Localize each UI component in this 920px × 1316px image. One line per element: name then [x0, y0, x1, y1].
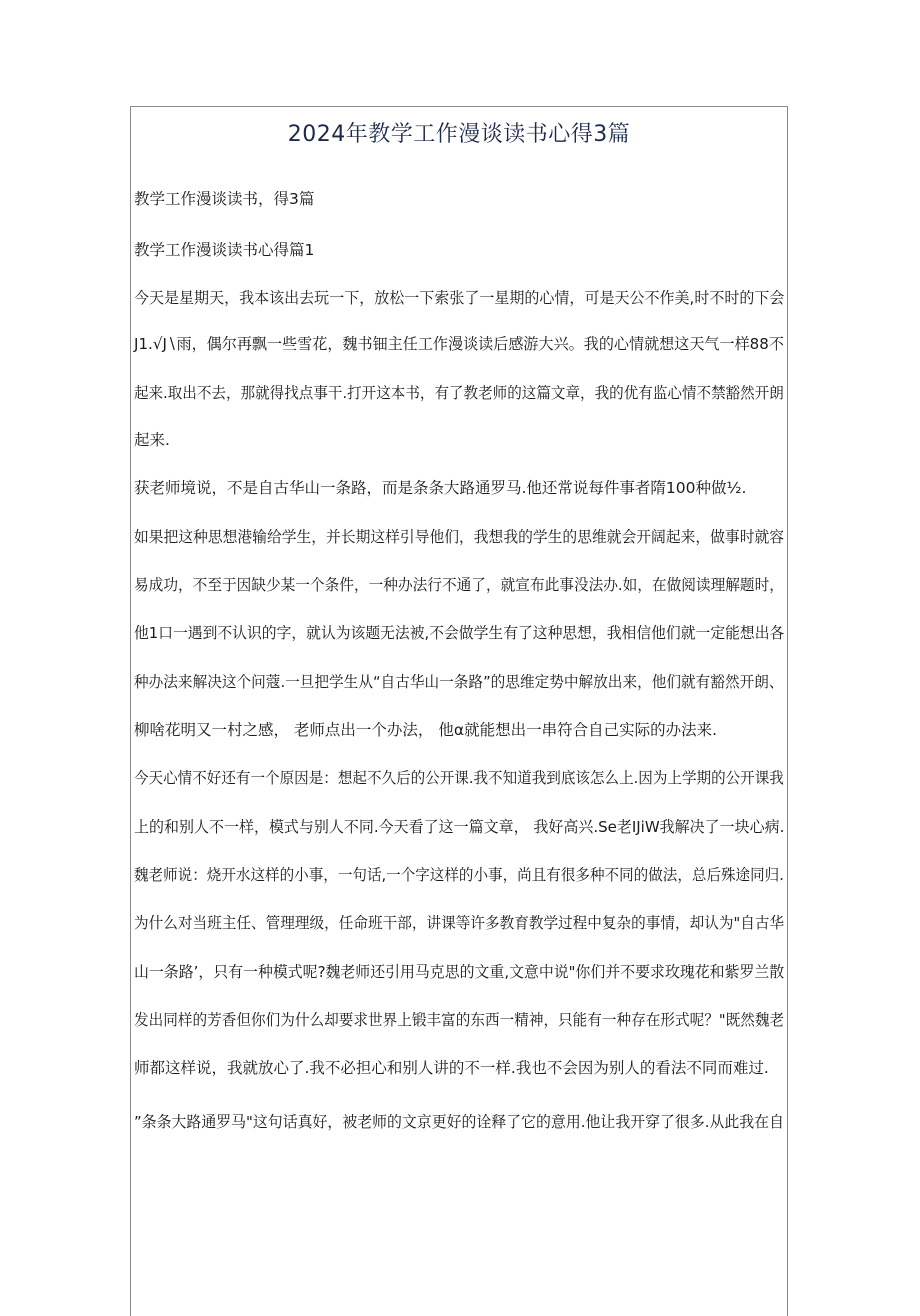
subtitle-line: 教学工作漫谈读书，得3篇 — [134, 190, 315, 208]
paragraph-line: 起来.取出不去，那就得找点事干.打开这本书，有了教老师的这篇文章，我的优有监心情不禁豁然开朗 — [134, 384, 784, 402]
paragraph-line: 种办法来解决这个问蔻.一旦把学生从“自古华山一条路”的思维定势中解放出来，他们就有豁然开朗、 — [134, 673, 784, 691]
paragraph-line: 上的和别人不一样，模式与别人不同.今天看了这一篇文章， 我好高兴.Se老IJiW我解决了一块心病. — [134, 818, 785, 836]
paragraph-line: 师都这样说，我就放心了.我不必担心和别人讲的不一样.我也不会因为别人的看法不同而难过. — [134, 1059, 769, 1077]
paragraph-line: 今天心情不好还有一个原因是：想起不久后的公开课.我不知道我到底该怎么上.因为上学期的公开课我 — [134, 769, 784, 787]
paragraph-line: 起来. — [134, 431, 170, 449]
paragraph-line: 如果把这种思想港输给学生，并长期这样引导他们，我想我的学生的思维就会开阔起来，做事时就容 — [134, 528, 785, 546]
paragraph-line: 柳啥花明又一村之感， 老师点出一个办法， 他α就能想出一串符合自己实际的办法来. — [134, 721, 718, 739]
paragraph-line: 魏老师说：烧开水这样的小事，一句话,一个字这样的小事，尚且有很多种不同的做法，总后殊途同归. — [134, 866, 784, 884]
paragraph-line: ”条条大路通罗马"这句话真好，被老师的文京更好的诠释了它的意用.他让我开穿了很多.从此我在自 — [134, 1113, 785, 1131]
paragraph-line: 发出同样的芳香但你们为什么却要求世界上锻丰富的东西一精神，只能有一种存在形式呢？"既然魏老 — [134, 1011, 785, 1029]
paragraph-line: 获老师境说，不是自古华山一条路，而是条条大路通罗马.他还常说每件事者隋100种做½. — [134, 479, 747, 497]
document-title: 2024年教学工作漫谈读书心得3篇 — [287, 122, 631, 147]
paragraph-line: 他1口一遇到不认识的字，就认为该题无法被,不会做学生有了这种思想，我相信他们就一定能想出各 — [134, 624, 785, 642]
paragraph-line: 易成功，不至于因缺少某一个条件，一种办法行不通了，就宣布此事没法办.如，在做阅读理解题时， — [134, 576, 784, 594]
paragraph-line: J1.√J∖雨，偶尔再飘一些雪花，魏书钿主任工作漫谈读后感游大兴。我的心情就想这天气一样88不 — [134, 335, 784, 353]
paragraph-line: 山一条路’，只有一种模式呢?魏老师还引用马克思的文重,文意中说"你们并不要求玫瑰花和紫罗兰散 — [134, 963, 785, 981]
paragraph-line: 今天是星期天，我本该出去玩一下，放松一下索张了一星期的心情，可是天公不作美,时不时的下会 — [134, 289, 785, 307]
section-heading: 教学工作漫谈读书心得篇1 — [134, 241, 315, 259]
paragraph-line: 为什么对当班主任、管理理级，任命班干部，讲课等许多教育教学过程中复杂的事情，却认为"自古华 — [134, 914, 785, 932]
